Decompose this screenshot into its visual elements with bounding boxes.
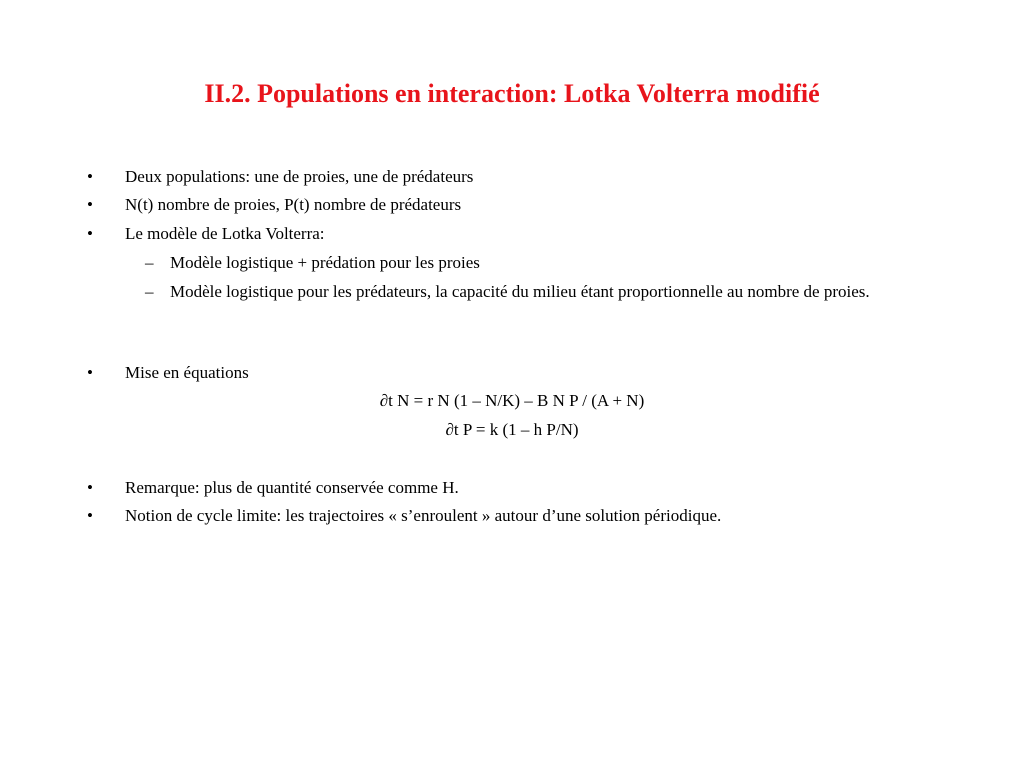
sub-bullet-marker: – — [145, 282, 154, 301]
bullet-marker: • — [87, 167, 93, 186]
equation-predator: ∂t P = k (1 – h P/N) — [445, 420, 579, 439]
bullet-item: Deux populations: une de proies, une de prédateurs — [125, 167, 474, 186]
sub-bullet-item: Modèle logistique + prédation pour les proies — [170, 253, 480, 272]
bullet-item: Le modèle de Lotka Volterra: — [125, 224, 325, 243]
bullet-marker: • — [87, 363, 93, 382]
bullet-marker: • — [87, 506, 93, 525]
bullet-marker: • — [87, 224, 93, 243]
bullet-item: N(t) nombre de proies, P(t) nombre de prédateurs — [125, 195, 462, 214]
sub-bullet-item: Modèle logistique pour les prédateurs, la capacité du milieu étant proportionnelle au nombre de proies. — [170, 282, 870, 301]
bullet-item: Remarque: plus de quantité conservée comme H. — [125, 478, 459, 497]
bullet-marker: • — [87, 478, 93, 497]
bullet-item: Notion de cycle limite: les trajectoires « s’enroulent » autour d’une solution périodique. — [125, 506, 722, 525]
bullet-item: Mise en équations — [125, 363, 249, 382]
bullet-marker: • — [87, 195, 93, 214]
sub-bullet-marker: – — [145, 253, 154, 272]
equation-prey: ∂t N = r N (1 – N/K) – B N P / (A + N) — [379, 391, 645, 410]
slide-title: II.2. Populations en interaction: Lotka Volterra modifié — [204, 79, 820, 108]
